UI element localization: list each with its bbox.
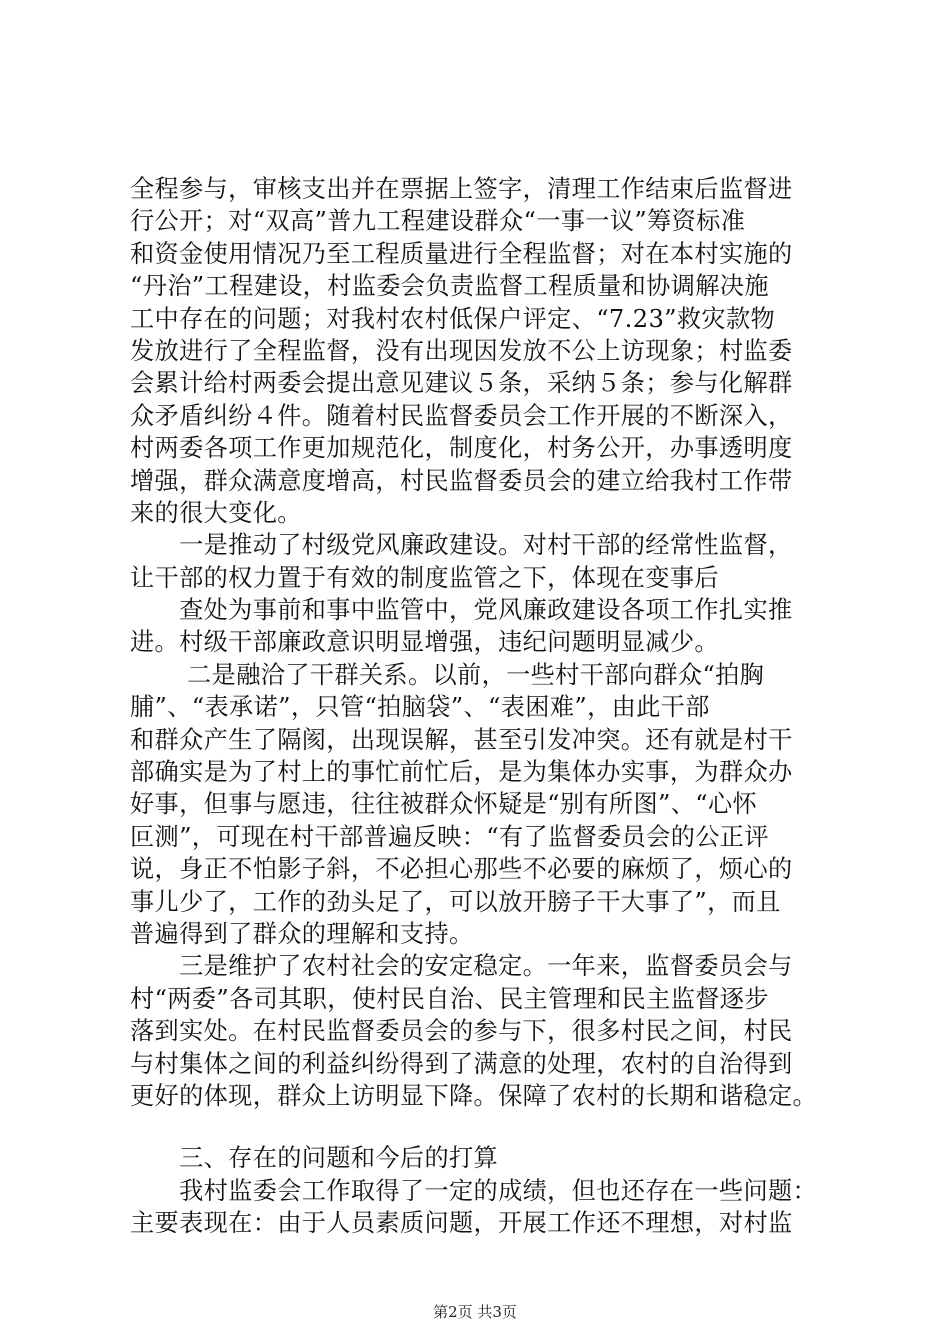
body-line: “丹治”工程建设，村监委会负责监督工程质量和协调解决施 bbox=[130, 272, 769, 301]
body-line: 查处为事前和事中监管中，党风廉政建设各项工作扎实推 bbox=[130, 596, 793, 625]
body-line: 和资金使用情况乃至工程质量进行全程监督；对在本村实施的 bbox=[130, 239, 793, 268]
body-line: 众矛盾纠纷４件。随着村民监督委员会工作开展的不断深入， bbox=[130, 401, 793, 430]
body-line: 说，身正不怕影子斜，不必担心那些不必要的麻烦了，烦心的 bbox=[130, 855, 793, 884]
body-line: 好事，但事与愿违，往往被群众怀疑是“别有所图”、“心怀 bbox=[130, 790, 758, 819]
paragraph-spacer bbox=[130, 1112, 850, 1142]
body-line: 普遍得到了群众的理解和支持。 bbox=[130, 919, 474, 948]
body-line: 行公开；对“双高”普九工程建设群众“一事一议”筹资标准 bbox=[130, 207, 746, 236]
body-line: 工中存在的问题；对我村农村低保户评定、“7.23”救灾款物 bbox=[130, 304, 776, 333]
body-line: 部确实是为了村上的事忙前忙后，是为集体办实事，为群众办 bbox=[130, 758, 793, 787]
body-line: 二是融洽了干群关系。以前，一些村干部向群众“拍胸 bbox=[130, 660, 765, 689]
body-line: 主要表现在：由于人员素质问题，开展工作还不理想，对村监 bbox=[130, 1209, 793, 1238]
body-line: 我村监委会工作取得了一定的成绩，但也还存在一些问题： bbox=[130, 1176, 818, 1205]
page-footer bbox=[0, 1302, 950, 1322]
body-line: 村“两委”各司其职，使村民自治、民主管理和民主监督逐步 bbox=[130, 984, 769, 1013]
body-line: 事儿少了，工作的劲头足了，可以放开膀子干大事了”，而且 bbox=[130, 887, 781, 916]
body-line: 发放进行了全程监督，没有出现因发放不公上访现象；村监委 bbox=[130, 336, 793, 365]
body-line: 会累计给村两委会提出意见建议５条，采纳５条；参与化解群 bbox=[130, 369, 793, 398]
body-line: 三是维护了农村社会的安定稳定。一年来，监督委员会与 bbox=[130, 952, 793, 981]
body-line: 更好的体现，群众上访明显下降。保障了农村的长期和谐稳定。 bbox=[130, 1081, 818, 1110]
body-line: 进。村级干部廉政意识明显增强，违纪问题明显减少。 bbox=[130, 628, 719, 657]
page-number: 第2页 共3页 bbox=[433, 1303, 517, 1321]
body-line: 增强，群众满意度增高，村民监督委员会的建立给我村工作带 bbox=[130, 466, 793, 495]
section-heading: 三、存在的问题和今后的打算 bbox=[130, 1144, 499, 1173]
body-line: 让干部的权力置于有效的制度监管之下，体现在变事后 bbox=[130, 563, 719, 592]
body-line: 和群众产生了隔阂，出现误解，甚至引发冲突。还有就是村干 bbox=[130, 725, 793, 754]
body-line: 落到实处。在村民监督委员会的参与下，很多村民之间，村民 bbox=[130, 1017, 793, 1046]
body-line: 与村集体之间的利益纠纷得到了满意的处理，农村的自治得到 bbox=[130, 1049, 793, 1078]
body-line: 来的很大变化。 bbox=[130, 498, 302, 527]
body-line: 村两委各项工作更加规范化，制度化，村务公开，办事透明度 bbox=[130, 434, 793, 463]
body-line: 脯”、“表承诺”，只管“拍脑袋”、“表困难”，由此干部 bbox=[130, 693, 710, 722]
body-line: 一是推动了村级党风廉政建设。对村干部的经常性监督， bbox=[130, 531, 793, 560]
body-line: 叵测”，可现在村干部普遍反映：“有了监督委员会的公正评 bbox=[130, 822, 769, 851]
body-line: 全程参与，审核支出并在票据上签字，清理工作结束后监督进 bbox=[130, 175, 793, 203]
body-text bbox=[130, 173, 850, 1240]
